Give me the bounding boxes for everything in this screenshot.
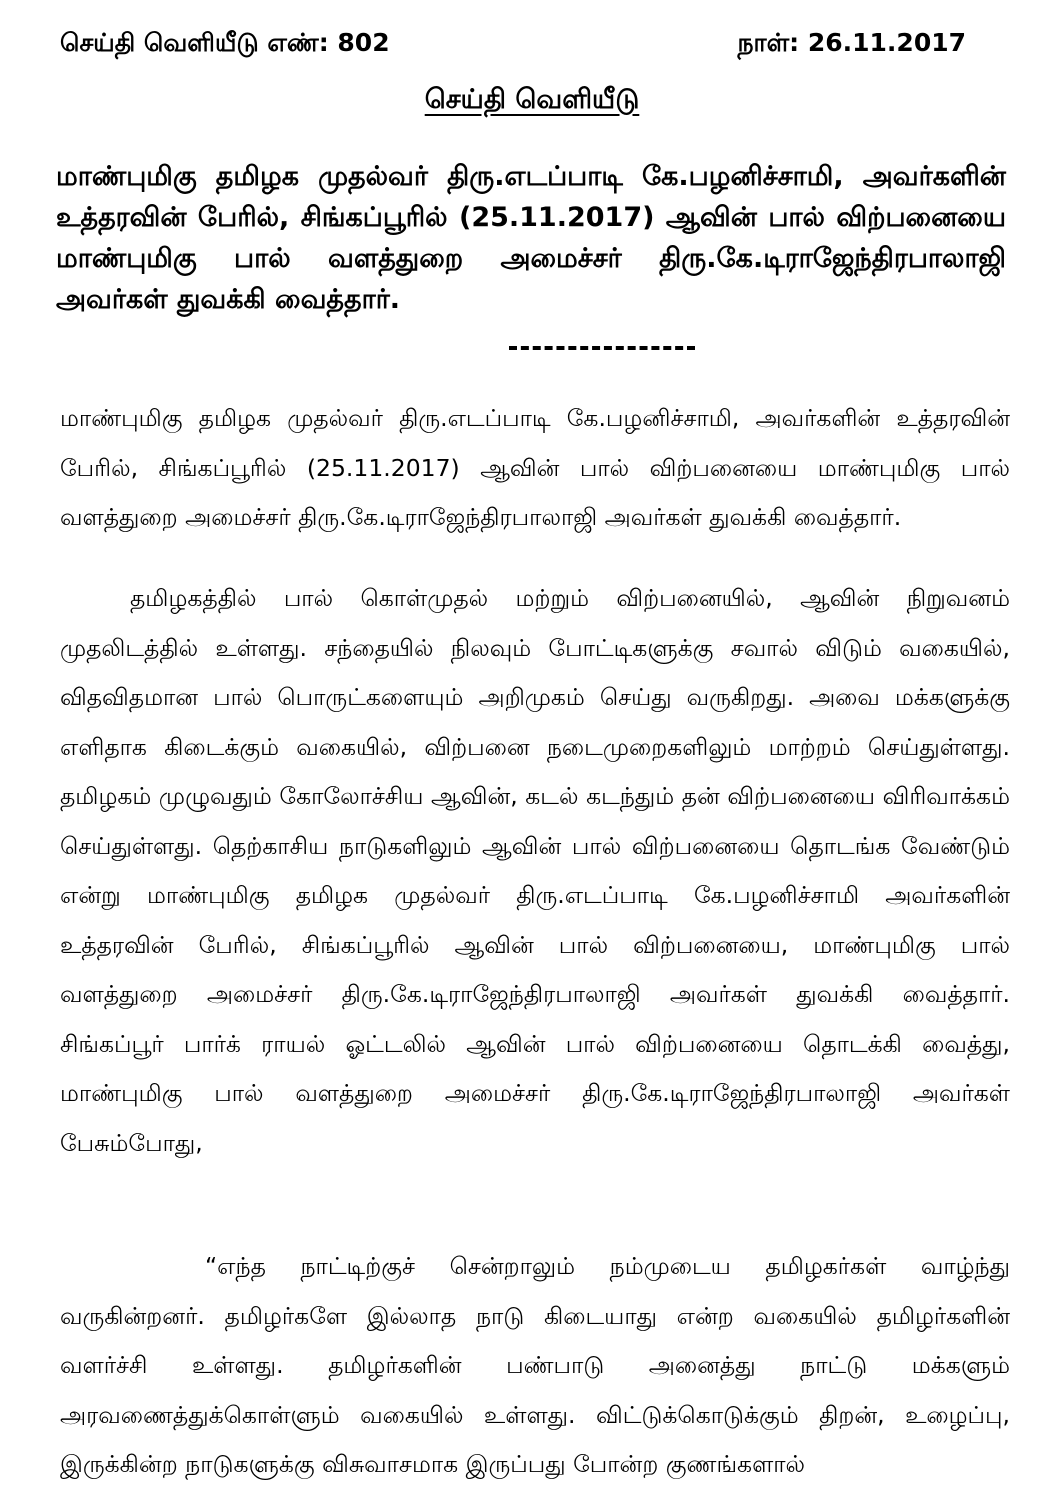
release-number: செய்தி வெளியீடு எண்: 802 (60, 27, 390, 57)
header-row (60, 22, 966, 66)
separator-line (509, 346, 695, 350)
page-title (0, 84, 1064, 119)
page-title-text: செய்தி வெளியீடு (424, 84, 640, 115)
paragraph-3: “எந்த நாட்டிற்குச் சென்றாலும் நம்முடைய தமிழகர்கள் வாழ்ந்து வருகின்றனர். தமிழர்களே இல்லாத நாடு கிடையாது என்ற வகையில் தமிழர்களின் வளர்ச்சி உள்ளது. தமிழர்களின் பண்பாடு அனைத்து நாட்டு மக்களும் அரவணைத்துக்கொள்ளும் வகையில் உள்ளது. விட்டுக்கொடுக்கும் திறன், உழைப்பு, இருக்கின்ற நாடுகளுக்கு விசுவாசமாக இருப்பது போன்ற குணங்களால் (60, 1252, 1010, 1478)
headline: மாண்புமிகு தமிழக முதல்வர் திரு.எடப்பாடி கே.பழனிச்சாமி, அவர்களின் உத்தரவின் பேரில், சிங்கப்பூரில் (25.11.2017) ஆவின் பால் விற்பனையை மாண்புமிகு பால் வளத்துறை அமைச்சர் திரு.கே.டிராஜேந்திரபாலாஜி அவர்கள் துவக்கி வைத்தார். (56, 161, 1006, 315)
release-date: நாள்: 26.11.2017 (737, 27, 966, 57)
paragraph-1: மாண்புமிகு தமிழக முதல்வர் திரு.எடப்பாடி கே.பழனிச்சாமி, அவர்களின் உத்தரவின் பேரில், சிங்கப்பூரில் (25.11.2017) ஆவின் பால் விற்பனையை மாண்புமிகு பால் வளத்துறை அமைச்சர் திரு.கே.டிராஜேந்திரபாலாஜி அவர்கள் துவக்கி வைத்தார். (60, 404, 1010, 531)
paragraph-2: தமிழகத்தில் பால் கொள்முதல் மற்றும் விற்பனையில், ஆவின் நிறுவனம் முதலிடத்தில் உள்ளது. சந்தையில் நிலவும் போட்டிகளுக்கு சவால் விடும் வகையில், விதவிதமான பால் பொருட்களையும் அறிமுகம் செய்து வருகிறது. அவை மக்களுக்கு எளிதாக கிடைக்கும் வகையில், விற்பனை நடைமுறைகளிலும் மாற்றம் செய்துள்ளது. தமிழகம் முழுவதும் கோலோச்சிய ஆவின், கடல் கடந்தும் தன் விற்பனையை விரிவாக்கம் செய்துள்ளது. தெற்காசிய நாடுகளிலும் ஆவின் பால் விற்பனையை தொடங்க வேண்டும் என்று மாண்புமிகு தமிழக முதல்வர் திரு.எடப்பாடி கே.பழனிச்சாமி அவர்களின் உத்தரவின் பேரில், சிங்கப்பூரில் ஆவின் பால் விற்பனையை, மாண்புமிகு பால் வளத்துறை அமைச்சர் திரு.கே.டிராஜேந்திரபாலாஜி அவர்கள் துவக்கி வைத்தார். சிங்கப்பூர் பார்க் ராயல் ஓட்டலில் ஆவின் பால் விற்பனையை தொடக்கி வைத்து, மாண்புமிகு பால் வளத்துறை அமைச்சர் திரு.கே.டிராஜேந்திரபாலாஜி அவர்கள் பேசும்போது, (60, 584, 1010, 1157)
